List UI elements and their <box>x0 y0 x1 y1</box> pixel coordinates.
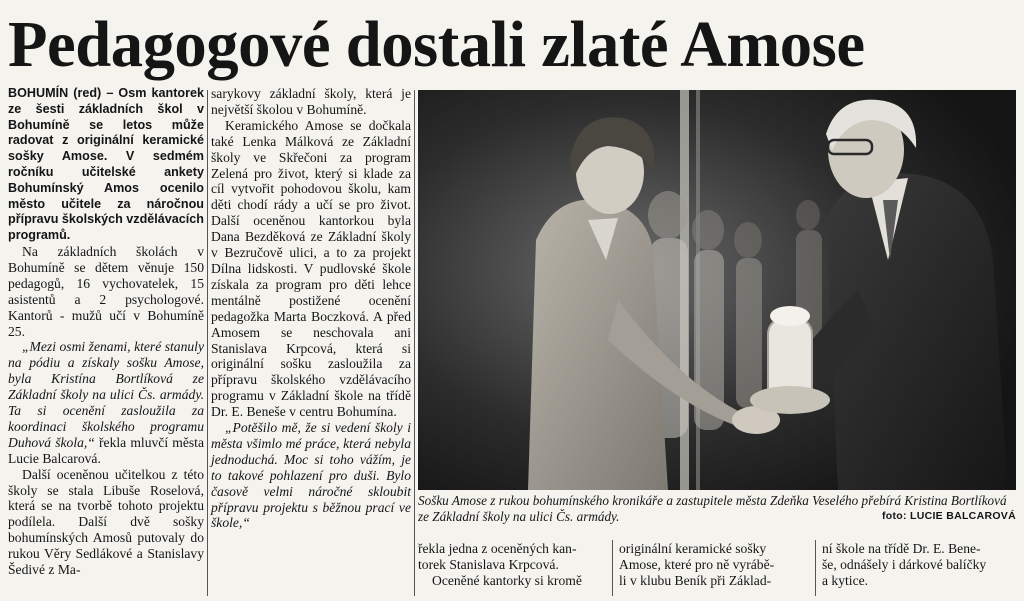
text-line: a kytice. <box>822 572 869 588</box>
text-line: ní škole na třídě Dr. E. Bene- <box>822 541 981 556</box>
paragraph: Keramického Amose se dočkala také Lenka Málková ze Základní školy ve Skřečoni za program Zelená pro život, který si klade za cíl vytvořit pohodovou školu, kam děti chodí rády a učí se pro život. Další oceněnou kantorkou byla Dana Bezděková ze Základní školy v Bezručově ulici, a to za projekt Dílna lidskosti. V pudlovské škole získala za program pro děti lehce mentálně postižené ocenění pedagožka Marta Boczková. A před Amosem se neschovala ani Stanislava Krpcová, která si originální sošku zasloužila za přípravu školského vzdělávacího programu v Základní škole na třídě Dr. E. Beneše v centru Bohumína. <box>211 117 411 420</box>
headline: Pedagogové dostali zlaté Amose <box>8 8 865 81</box>
article-column-4 <box>619 541 811 589</box>
quote-paragraph <box>8 339 204 466</box>
award-ceremony-illustration <box>418 90 1016 490</box>
article-column-1 <box>8 86 204 578</box>
photo-credit: foto: LUCIE BALCAROVÁ <box>881 510 1016 522</box>
article-column-2 <box>211 86 411 531</box>
paragraph: Na základních školách v Bohumíně se dětem věnuje 150 pedagogů, 16 vychovatelek, 15 asistentů a 2 psychologové. Kantorů - mužů učí v Bohumíně 25. <box>8 243 204 339</box>
article-column-3 <box>418 541 610 589</box>
column-divider <box>414 90 415 596</box>
award-photo <box>418 90 1016 490</box>
text-line: Oceněné kantorky si kromě <box>432 572 582 588</box>
column-divider <box>207 90 208 596</box>
lead-paragraph: BOHUMÍN (red) – Osm kantorek ze šesti základních škol v Bohumíně se letos může radovat z originální keramické sošky Amose. V sedmém ročníku učitelské ankety Bohumínský Amos ocenilo město učitele za náročnou přípravu školských vzdělávacích programů. <box>8 86 205 243</box>
text-line: torek Stanislava Krpcová. <box>418 556 559 572</box>
photo-caption: Sošku Amose z rukou bohumínského kronikáře a zastupitele města Zdeňka Veselého přebírá Kristina Bortlíková ze Základní školy na ulici Čs. armády. <box>418 493 1007 524</box>
column-divider <box>612 540 613 596</box>
paragraph: Další oceněnou učitelkou z této školy se stala Libuše Roselová, která se na tvorbě tohoto projektu podílela. Další dvě sošky bohumínských Amosů putovaly do rukou Věry Sedlákové a Stanislavy Šedivé z Ma- <box>8 466 204 578</box>
column-divider <box>815 540 816 596</box>
text-line: originální keramické sošky <box>619 541 767 556</box>
text-line: še, odnášely i dárkové balíčky <box>822 556 987 572</box>
text-line: řekla jedna z oceněných kan- <box>418 541 577 556</box>
quote-text: „Mezi osmi ženami, které stanuly na pódiu a získaly sošku Amose, byla Kristína Bortlíková ze Základní školy na ulici Čs. armády. Ta si ocenění zasloužila za koordinaci školského programu Duhová škola,“ <box>8 339 204 450</box>
text-line: li v klubu Beník při Základ- <box>619 572 772 588</box>
quote-paragraph: „Potěšilo mě, že si vedení školy i města všimlo mé práce, která nebyla jednoduchá. Moc si toho vážím, je to takové pohlazení pro duši. Bylo časově velmi náročné skloubit přípravu projektu s běžnou prací ve škole,“ <box>211 420 411 531</box>
article-column-5 <box>822 541 1016 589</box>
text-line: Amose, které pro ně vyrábě- <box>619 556 775 572</box>
paragraph: sarykovy základní školy, která je největší školou v Bohumíně. <box>211 86 411 117</box>
quote-attribution: řekla mluvčí města Lucie Balcarová. <box>8 434 204 466</box>
